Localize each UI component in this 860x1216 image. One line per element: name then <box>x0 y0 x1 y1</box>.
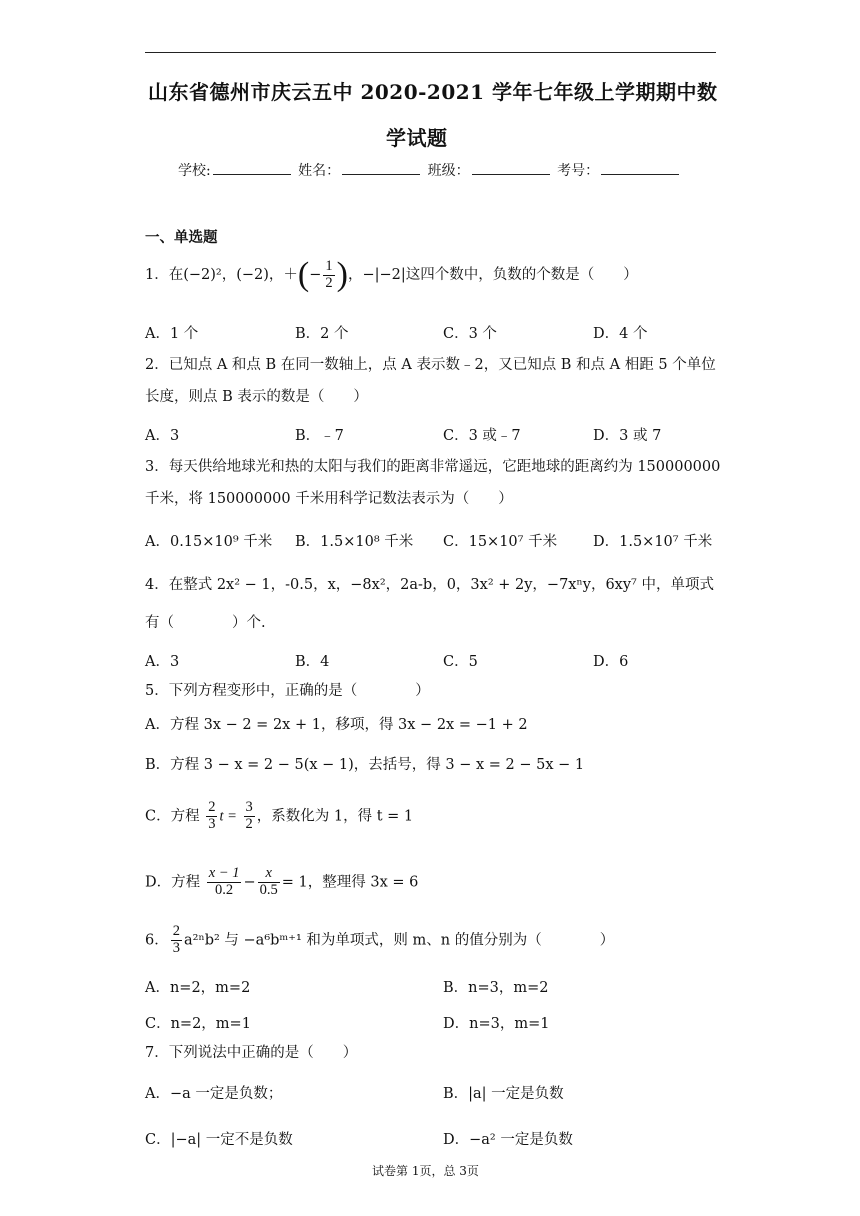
q5d-f2-den: 0.5 <box>259 881 278 898</box>
page-footer: 试卷第 1页，总 3页 <box>372 1164 479 1178</box>
student-info-row <box>178 160 682 180</box>
q5c-fraction-1 <box>206 800 217 833</box>
question-3-line1: 3．每天供给地球光和热的太阳与我们的距离非常遥远，它距地球的距离约为 150000000 <box>145 459 721 475</box>
q5c-f2-den: 2 <box>245 815 253 832</box>
q3-option-b[interactable]: B．1.5×10⁸ 千米 <box>295 534 414 550</box>
q6-frac-num: 2 <box>172 923 180 939</box>
q2-option-b[interactable]: B．﹣7 <box>295 428 344 444</box>
q5c-f1-den: 3 <box>208 815 216 832</box>
q6-expression: a²ⁿb² 与 −a⁶bᵐ⁺¹ 和为单项式，则 m、n 的值分别为（ ） <box>183 932 615 949</box>
name-field[interactable] <box>342 160 420 175</box>
q5c-fraction-2 <box>244 800 255 833</box>
school-field[interactable] <box>213 160 291 175</box>
q1-option-d[interactable]: D．4 个 <box>593 326 648 342</box>
q1-suffix: ，−|−2|这四个数中，负数的个数是（ ） <box>347 267 638 283</box>
page-title-line1: 山东省德州市庆云五中 2020-2021 学年七年级上学期期中数 <box>148 80 718 104</box>
q5d-fraction-2 <box>258 866 280 899</box>
q4-option-d[interactable]: D．6 <box>593 654 629 670</box>
q1-option-c[interactable]: C．3 个 <box>443 326 497 342</box>
q1-paren-left: ( <box>297 256 310 293</box>
section-heading: 一、单选题 <box>145 229 218 246</box>
q6-option-c[interactable]: C．n=2，m=1 <box>145 1016 251 1032</box>
q5-option-b[interactable]: B．方程 3 − x = 2 − 5(x − 1)，去括号，得 3 − x = 2 − 5x − 1 <box>145 757 585 773</box>
q7-option-b[interactable]: B．|a| 一定是负数 <box>443 1086 564 1102</box>
q4-option-c[interactable]: C．5 <box>443 654 478 670</box>
q6-option-d[interactable]: D．n=3，m=1 <box>443 1016 550 1032</box>
q5d-fraction-1 <box>207 866 242 899</box>
name-label: 姓名： <box>298 163 341 179</box>
q3-option-a[interactable]: A．0.15×10⁹ 千米 <box>145 534 273 550</box>
question-5-stem: 5．下列方程变形中，正确的是（ ） <box>145 683 430 699</box>
q5-option-c[interactable] <box>145 800 413 833</box>
q5c-suffix: ，系数化为 1，得 t = 1 <box>256 808 414 825</box>
q5d-minus: − <box>243 874 256 891</box>
q5c-f2-num: 3 <box>245 799 253 815</box>
q1-prefix: 1．在(−2)²，(−2)，＋ <box>145 267 298 283</box>
q5d-suffix: = 1，整理得 3x = 6 <box>281 874 419 891</box>
q6-option-a[interactable]: A．n=2，m=2 <box>145 980 251 996</box>
q3-option-c[interactable]: C．15×10⁷ 千米 <box>443 534 558 550</box>
q5c-prefix: C．方程 <box>145 808 200 825</box>
question-6 <box>145 924 614 957</box>
q2-option-a[interactable]: A．3 <box>145 428 180 444</box>
q7-option-a[interactable]: A．−a 一定是负数； <box>145 1086 283 1102</box>
q1-option-b[interactable]: B．2 个 <box>295 326 349 342</box>
q5-option-d[interactable] <box>145 866 418 899</box>
q6-number: 6． <box>145 932 169 949</box>
q6-option-b[interactable]: B．n=3，m=2 <box>443 980 549 996</box>
class-field[interactable] <box>472 160 550 175</box>
q2-option-c[interactable]: C．3 或﹣7 <box>443 428 521 444</box>
question-3-line2: 千米，将 150000000 千米用科学记数法表示为（ ） <box>145 491 513 507</box>
q7-option-d[interactable]: D．−a² 一定是负数 <box>443 1132 573 1148</box>
number-field[interactable] <box>601 160 679 175</box>
q1-frac-den: 2 <box>325 274 333 291</box>
q4-option-a[interactable]: A．3 <box>145 654 180 670</box>
question-7-stem: 7．下列说法中正确的是（ ） <box>145 1045 358 1061</box>
question-4-line1: 4．在整式 2x² − 1，-0.5，x，−8x²，2a-b，0，3x² + 2y，−7xⁿy，6xy⁷ 中，单项式 <box>145 577 714 593</box>
q1-frac-num: 1 <box>325 257 333 274</box>
q5d-f1-num: x − 1 <box>208 865 240 881</box>
q6-fraction <box>171 924 182 957</box>
class-label: 班级： <box>427 163 470 179</box>
q5c-f1-num: 2 <box>208 799 216 815</box>
question-2-line2: 长度，则点 B 表示的数是（ ） <box>145 389 368 405</box>
q5d-prefix: D．方程 <box>145 874 201 891</box>
page-title-line2: 学试题 <box>386 126 448 150</box>
school-label: 学校: <box>178 163 211 179</box>
q1-option-a[interactable]: A．1 个 <box>145 326 199 342</box>
question-4-line2: 有（ ）个. <box>145 615 266 631</box>
q3-option-d[interactable]: D．1.5×10⁷ 千米 <box>593 534 713 550</box>
question-1: 1．在(−2)²，(−2)，＋(− $\frac{1}{2}$ )，−|−2|这四个数中，负数的个数是（ ） <box>145 256 638 293</box>
q7-option-c[interactable]: C．|−a| 一定不是负数 <box>145 1132 293 1148</box>
q1-paren-right: ) <box>336 256 348 293</box>
q5-option-a[interactable]: A．方程 3x − 2 = 2x + 1，移项，得 3x − 2x = −1 + 2 <box>145 717 528 733</box>
q5d-f1-den: 0.2 <box>215 881 234 898</box>
q2-option-d[interactable]: D．3 或 7 <box>593 428 662 444</box>
header-rule <box>145 52 716 53</box>
q1-fraction <box>323 259 334 292</box>
q5d-f2-num: x <box>258 866 280 883</box>
question-2-line1: 2．已知点 A 和点 B 在同一数轴上，点 A 表示数﹣2，又已知点 B 和点 A 相距 5 个单位 <box>145 357 716 373</box>
q4-option-b[interactable]: B．4 <box>295 654 330 670</box>
q5c-mid: t = <box>219 808 237 825</box>
number-label: 考号： <box>557 163 600 179</box>
q6-frac-den: 3 <box>172 939 180 956</box>
